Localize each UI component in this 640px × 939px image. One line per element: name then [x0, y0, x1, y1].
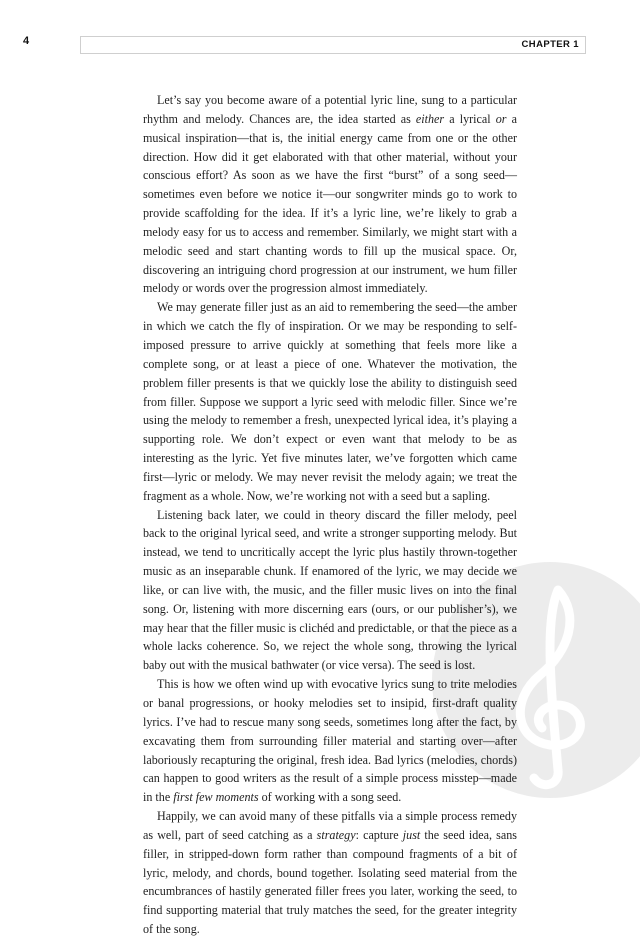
text-run: Listening back later, we could in theory discard the filler melody, peel back to the original lyrical seed, and write a stronger supporting melody. But instead, we tend to uncritically accept the lyric plus hastily thrown-together music as an inseparable chunk. If enamored of the lyric, we may decide we like, or can live with, the music, and the filler music lives on into the final song. Or, listening with more discerning ears (ours, or our publisher’s), we may hear that the filler music is clichéd and predictable, or that the piece as a whole lacks coherence. So, we reject the whole song, throwing the lyrical baby out with the musical bathwater (or vice versa). The seed is lost. [143, 507, 517, 673]
text-run: Happily, we can avoid many of these pitfalls via a simple process remedy as well, part of seed catching as a [143, 809, 517, 842]
text-run: Let’s say you become aware of a potential lyric line, sung to a particular rhythm and melody. Chances are, the idea started as [143, 93, 517, 126]
paragraph [143, 91, 517, 298]
emphasis-text: either [415, 111, 445, 126]
chapter-label: CHAPTER 1 [521, 39, 579, 50]
running-header [80, 36, 586, 54]
text-run: This is how we often wind up with evocative lyrics sung to trite melodies or banal progressions, or hooky melodies set to insipid, first-draft quality lyrics. I’ve had to rescue many song seeds, sometimes long after the fact, by excavating them from surrounding filler material and starting over—after laboriously recapturing the original, fresh idea. Bad lyrics (melodies, chords) can happen to good writers as the result of a simple process misstep—made in the [143, 677, 517, 805]
emphasis-text: first few moments [173, 790, 259, 805]
text-run: the seed idea, sans filler, in stripped-down form rather than compound fragments of a bit of lyric, melody, and chords, bound together. Isolating seed material from the encumbrances of hastily generated filler frees you later, working the seed, to find supporting material that truly matches the seed, for the greater integrity of the song. [143, 827, 517, 937]
page-number: 4 [23, 35, 30, 47]
emphasis-text: just [402, 827, 421, 842]
paragraph [143, 506, 517, 676]
emphasis-text: or [495, 111, 507, 126]
body-text [143, 91, 517, 939]
emphasis-text: strategy [316, 827, 356, 842]
text-run: a lyrical [444, 111, 496, 126]
text-run: of working with a song seed. [258, 790, 402, 805]
paragraph [143, 807, 517, 939]
text-run: We may generate filler just as an aid to remembering the seed—the amber in which we catch the fly of inspiration. Or we may be responding to self-imposed pressure to arrive quickly at something that feels more like a complete song, or at least a piece of one. Whatever the motivation, the problem filler presents is that we quickly lose the ability to distinguish seed from filler. Suppose we support a lyric seed with melodic filler. Since we’re using the melody to remember a fresh, unexpected lyrical idea, it’s playing a supporting role. We don’t expect or even want that melody to be as interesting as the lyric. Yet five minutes later, we’ve forgotten which came first—lyric or melody. We may never revisit the melody again; we treat the fragment as a whole. Now, we’re working not with a seed but a sapling. [143, 300, 517, 503]
paragraph [143, 298, 517, 505]
text-run: a musical inspiration—that is, the initial energy came from one or the other direction. How did it get elaborated with that other material, without your conscious effort? As soon as we have the first “burst” of a song seed—sometimes even before we notice it—our songwriter minds go to work to provide scaffolding for the idea. If it’s a lyric line, we’re likely to grab a melody easy for us to access and remember. Similarly, we might start with a melodic seed and start chanting words to fill up the musical space. Or, discovering an intriguing chord progression at our instrument, we hum filler melody or words over the progression almost immediately. [143, 111, 517, 296]
paragraph [143, 675, 517, 807]
text-run: : capture [355, 827, 403, 842]
